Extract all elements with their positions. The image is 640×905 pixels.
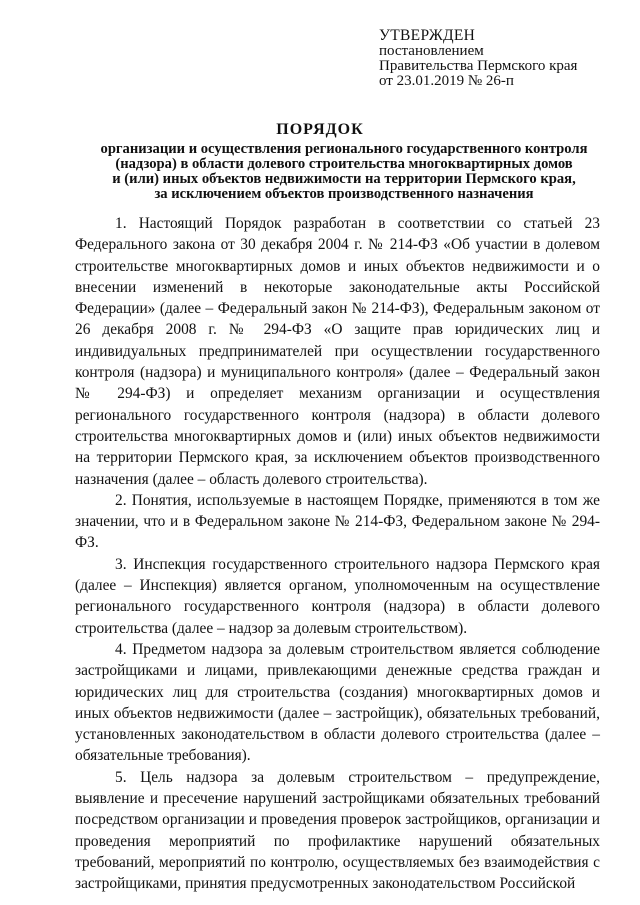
paragraph-3: 3. Инспекция государственного строительного надзора Пермского края (далее – Инспекция) является органом, уполномоченным на осуществление регионального государственного контроля (надзора) в области долевого строительства (далее – надзор за долевым строительством).	[75, 555, 600, 637]
subtitle-line-2: (надзора) в области долевого строительства многоквартирных домов	[115, 156, 573, 172]
approval-heading: УТВЕРЖДЕН	[379, 27, 476, 44]
approval-line-3: от 23.01.2019 № 26-п	[379, 73, 514, 89]
document-subtitle	[82, 142, 606, 202]
approval-line-2: Правительства Пермского края	[379, 58, 578, 74]
subtitle-line-3: и (или) иных объектов недвижимости на территории Пермского края,	[112, 171, 576, 187]
document-body	[75, 213, 600, 895]
paragraph-4: 4. Предметом надзора за долевым строительством является соблюдение застройщиками и лицами, привлекающими денежные средства граждан и юридических лиц для строительства (создания) многоквартирных домов и иных объектов недвижимости (далее – застройщик), обязательных требований, установленных законодательством в области долевого строительства (далее – обязательные требования).	[75, 640, 600, 765]
paragraph-2: 2. Понятия, используемые в настоящем Порядке, применяются в том же значении, что и в Федеральном законе № 214-ФЗ, Федеральном законе № 294-ФЗ.	[75, 491, 600, 552]
paragraph-5: 5. Цель надзора за долевым строительством – предупреждение, выявление и пресечение нарушений застройщиками обязательных требований посредством организации и проведения проверок застройщиков, организации и проведения мероприятий по профилактике нарушений обязательных требований, мероприятий по контролю, осуществляемых без взаимодействия с застройщиками, принятия предусмотренных законодательством Российской	[75, 768, 600, 893]
approval-line-1: постановлением	[379, 43, 484, 59]
document-title: ПОРЯДОК	[276, 121, 364, 138]
subtitle-line-4: за исключением объектов производственного назначения	[154, 186, 534, 202]
subtitle-line-1: организации и осуществления регионального государственного контроля	[100, 141, 588, 157]
paragraph-1: 1. Настоящий Порядок разработан в соответствии со статьей 23 Федерального закона от 30 декабря 2004 г. № 214-ФЗ «Об участии в долевом строительстве многоквартирных домов и иных объектов недвижимости и о внесении изменений в некоторые законодательные акты Российской Федерации» (далее – Федеральный закон № 214-ФЗ), Федеральным законом от 26 декабря 2008 г. № 294-ФЗ «О защите прав юридических лиц и индивидуальных предпринимателей при осуществлении государственного контроля (надзора) и муниципального контроля» (далее – Федеральный закон № 294-ФЗ) и определяет механизм организации и осуществления регионального государственного контроля (надзора) в области долевого строительства многоквартирных домов и (или) иных объектов недвижимости на территории Пермского края, за исключением объектов производственного назначения (далее – область долевого строительства).	[75, 215, 600, 488]
approval-stamp	[379, 28, 577, 89]
